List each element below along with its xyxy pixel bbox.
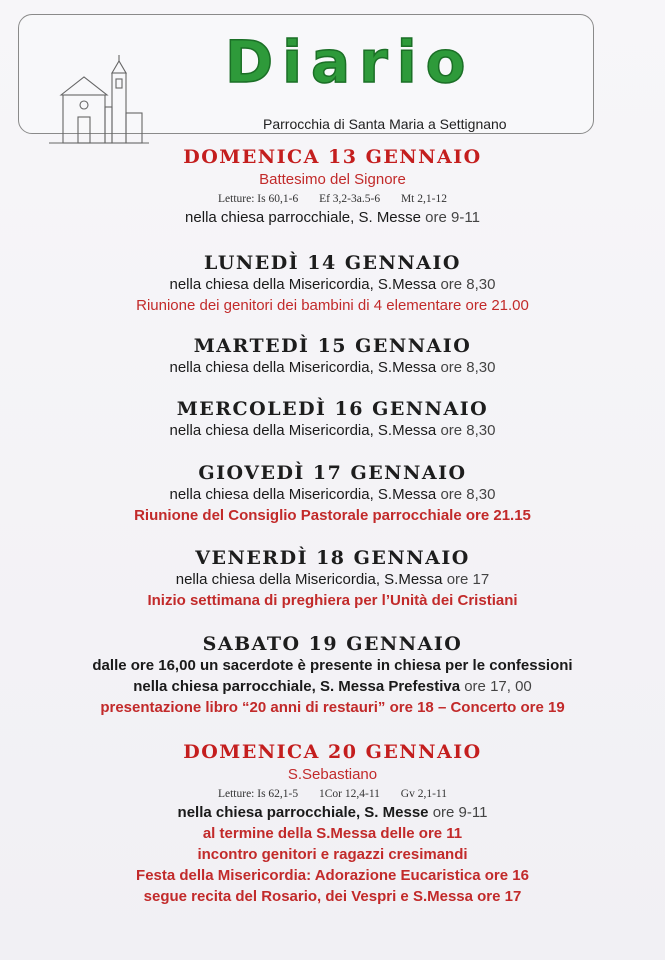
day-note: segue recita del Rosario, dei Vespri e S.Messa ore 17 xyxy=(143,888,522,905)
day-entry xyxy=(0,335,665,378)
mass-line xyxy=(0,274,665,295)
mass-line xyxy=(0,207,665,228)
church-icon xyxy=(49,55,154,147)
mass-time: ore 8,30 xyxy=(440,486,496,503)
day-title: GIOVEDÌ 17 GENNAIO xyxy=(198,462,467,484)
mass-time: ore 17 xyxy=(446,571,490,588)
reading-1: Letture: Is 62,1-5 xyxy=(217,788,299,800)
mass-time: ore 17, 00 xyxy=(464,678,532,695)
mass-text: nella chiesa della Misericordia, S.Messa xyxy=(169,276,437,293)
mass-text: nella chiesa parrocchiale, S. Messe xyxy=(177,804,429,821)
reading-3: Gv 2,1-11 xyxy=(400,788,448,800)
day-note: Festa della Misericordia: Adorazione Eucaristica ore 16 xyxy=(136,867,529,884)
day-title: MERCOLEDÌ 16 GENNAIO xyxy=(176,398,489,420)
day-entry xyxy=(0,633,665,718)
day-title: DOMENICA 13 GENNAIO xyxy=(183,146,482,168)
day-entry xyxy=(0,146,665,228)
mass-text: nella chiesa della Misericordia, S.Messa xyxy=(169,422,437,439)
day-entry xyxy=(0,462,665,526)
day-title: MARTEDÌ 15 GENNAIO xyxy=(193,335,472,357)
mass-line xyxy=(0,420,665,441)
reading-2: Ef 3,2-3a.5-6 xyxy=(319,193,381,205)
bulletin-title: Diario xyxy=(225,28,475,96)
day-entry xyxy=(0,398,665,441)
day-note: Riunione del Consiglio Pastorale parrocchiale ore 21.15 xyxy=(134,507,531,524)
day-title: DOMENICA 20 GENNAIO xyxy=(183,741,482,763)
mass-text: nella chiesa parrocchiale, S. Messa Prefestiva xyxy=(133,678,461,695)
day-title: VENERDÌ 18 GENNAIO xyxy=(195,547,470,569)
mass-text: nella chiesa della Misericordia, S.Messa xyxy=(169,486,437,503)
mass-text: nella chiesa della Misericordia, S.Messa xyxy=(175,571,443,588)
parish-subtitle: Parrocchia di Santa Maria a Settignano xyxy=(263,116,507,132)
mass-line xyxy=(0,802,665,823)
reading-1: Letture: Is 60,1-6 xyxy=(218,193,299,205)
day-note: al termine della S.Messa delle ore 11 xyxy=(202,825,463,842)
reading-2: 1Cor 12,4-11 xyxy=(319,788,380,800)
day-note: presentazione libro “20 anni di restauri” ore 18 – Concerto ore 19 xyxy=(100,699,565,716)
mass-line xyxy=(0,357,665,378)
mass-time: ore 8,30 xyxy=(440,422,496,439)
day-entry xyxy=(0,741,665,907)
mass-text: nella chiesa parrocchiale, S. Messe xyxy=(185,209,421,226)
day-note: Inizio settimana di preghiera per l’Unità dei Cristiani xyxy=(147,592,518,609)
confessions-line: dalle ore 16,00 un sacerdote è presente in chiesa per le confessioni xyxy=(92,657,573,674)
mass-time: ore 8,30 xyxy=(440,359,496,376)
mass-line xyxy=(0,676,665,697)
day-title: LUNEDÌ 14 GENNAIO xyxy=(204,252,461,274)
day-entry xyxy=(0,252,665,316)
reading-3: Mt 2,1-12 xyxy=(400,193,447,205)
readings xyxy=(0,191,665,207)
readings xyxy=(0,786,665,802)
feast-name: S.Sebastiano xyxy=(287,766,378,783)
mass-text: nella chiesa della Misericordia, S.Messa xyxy=(169,359,437,376)
mass-time: ore 9-11 xyxy=(432,804,488,821)
day-entry xyxy=(0,547,665,611)
mass-time: ore 8,30 xyxy=(440,276,496,293)
mass-line xyxy=(0,569,665,590)
header-box xyxy=(18,14,594,134)
mass-line xyxy=(0,484,665,505)
day-note: Riunione dei genitori dei bambini di 4 elementare ore 21.00 xyxy=(136,297,529,314)
day-title: SABATO 19 GENNAIO xyxy=(202,633,463,655)
feast-name: Battesimo del Signore xyxy=(259,171,406,188)
day-note: incontro genitori e ragazzi cresimandi xyxy=(197,846,468,863)
mass-time: ore 9-11 xyxy=(425,209,480,226)
